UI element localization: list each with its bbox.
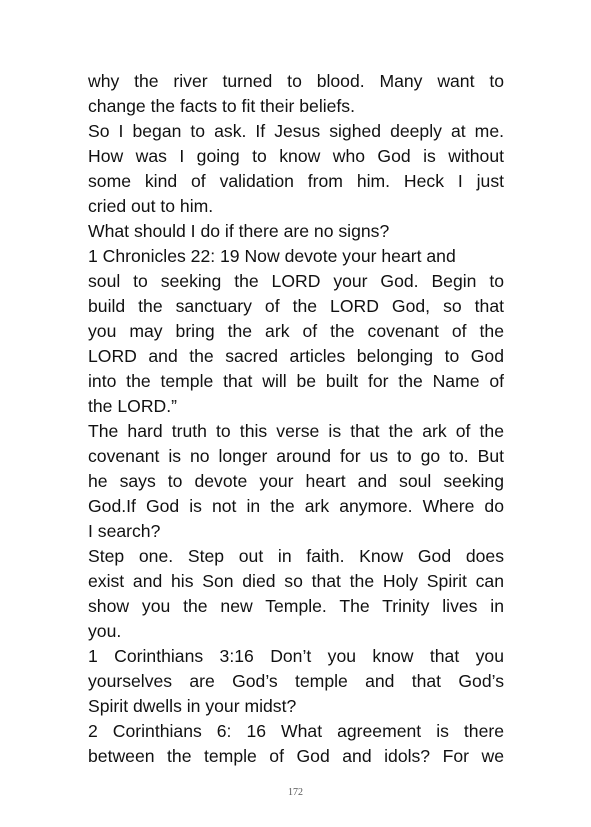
text-line: Step one. Step out in faith. Know God does [88, 546, 504, 566]
text-line: build the sanctuary of the LORD God, so that [88, 296, 504, 316]
text-line: Spirit dwells in your midst? [88, 696, 297, 716]
text-line: 1 Chronicles 22: 19 Now devote your heart and [88, 246, 456, 266]
text-line: soul to seeking the LORD your God. Begin to [88, 271, 504, 291]
text-line: why the river turned to blood. Many want to [88, 71, 504, 91]
text-line: God.If God is not in the ark anymore. Where do [88, 496, 504, 516]
text-line: 2 Corinthians 6: 16 What agreement is there [88, 721, 504, 741]
text-line: How was I going to know who God is without [88, 146, 504, 166]
page-number: 172 [288, 787, 303, 798]
text-line: you may bring the ark of the covenant of the [88, 321, 504, 341]
text-line: into the temple that will be built for the Name of [88, 371, 504, 391]
text-line: some kind of validation from him. Heck I just [88, 171, 504, 191]
text-line: I search? [88, 521, 161, 541]
text-line: covenant is no longer around for us to go to. But [88, 446, 504, 466]
text-line: The hard truth to this verse is that the ark of the [88, 421, 504, 441]
body-text [88, 69, 504, 769]
text-line: change the facts to fit their beliefs. [88, 96, 355, 116]
text-line: he says to devote your heart and soul seeking [88, 471, 504, 491]
text-line: cried out to him. [88, 196, 214, 216]
text-line: LORD and the sacred articles belonging to God [88, 346, 504, 366]
text-line: So I began to ask. If Jesus sighed deeply at me. [88, 121, 504, 141]
text-line: the LORD.” [88, 396, 177, 416]
text-line: yourselves are God’s temple and that God’s [88, 671, 504, 691]
text-line: 1 Corinthians 3:16 Don’t you know that you [88, 646, 504, 666]
text-line: exist and his Son died so that the Holy Spirit can [88, 571, 504, 591]
text-line: show you the new Temple. The Trinity lives in [88, 596, 504, 616]
text-line: you. [88, 621, 122, 641]
text-line: What should I do if there are no signs? [88, 221, 390, 241]
text-line: between the temple of God and idols? For we [88, 746, 504, 766]
